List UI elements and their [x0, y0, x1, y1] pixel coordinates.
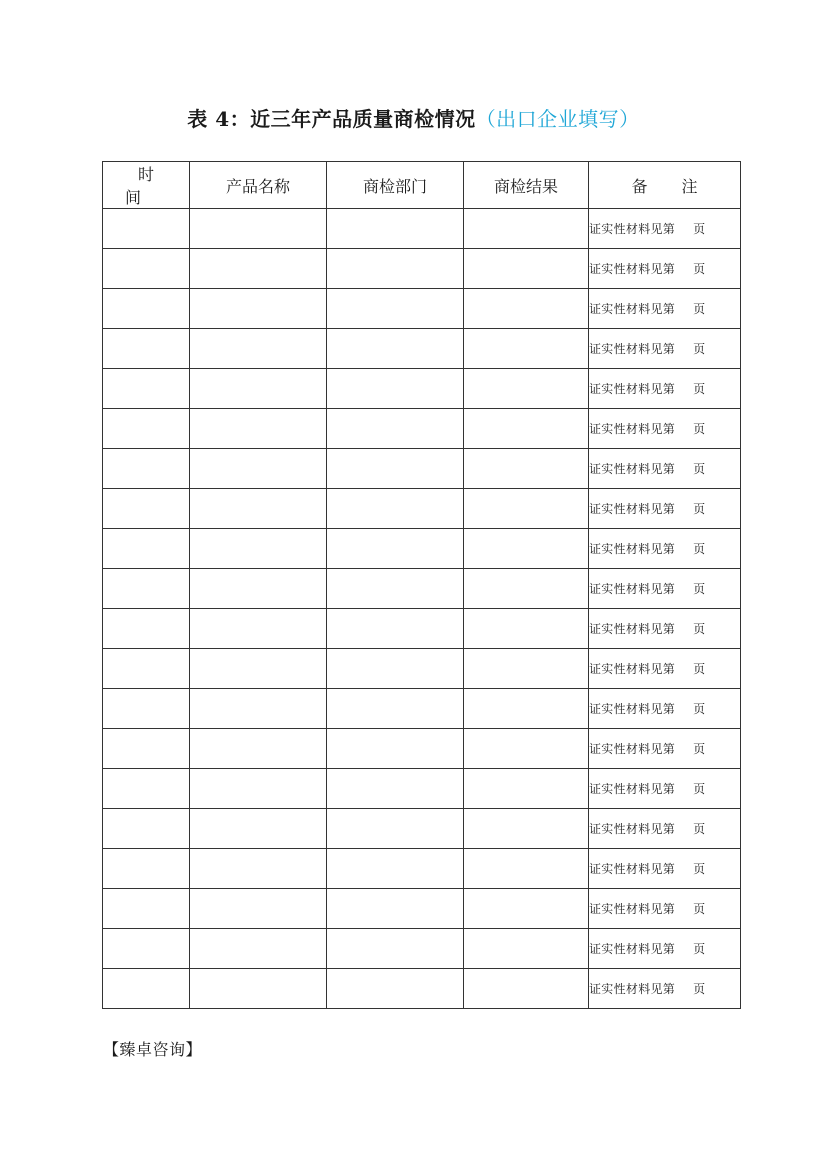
- remarks-label: 证实性材料见第: [589, 702, 676, 716]
- cell-time[interactable]: [103, 609, 190, 649]
- table-row: [103, 689, 741, 729]
- table-row: [103, 649, 741, 689]
- cell-product-name[interactable]: [190, 209, 327, 249]
- table-row: [103, 929, 741, 969]
- cell-inspection-result[interactable]: [464, 769, 589, 809]
- remarks-page-suffix: 页: [693, 342, 706, 356]
- remarks-label: 证实性材料见第: [589, 542, 676, 556]
- remarks-label: 证实性材料见第: [589, 262, 676, 276]
- cell-product-name[interactable]: [190, 809, 327, 849]
- remarks-page-suffix: 页: [693, 462, 706, 476]
- remarks-page-suffix: 页: [693, 382, 706, 396]
- cell-inspection-result[interactable]: [464, 929, 589, 969]
- cell-inspection-result[interactable]: [464, 809, 589, 849]
- cell-time[interactable]: [103, 489, 190, 529]
- cell-product-name[interactable]: [190, 369, 327, 409]
- remarks-page-suffix: 页: [693, 622, 706, 636]
- cell-inspection-dept[interactable]: [327, 489, 464, 529]
- header-inspection-dept: 商检部门: [327, 162, 464, 209]
- cell-time[interactable]: [103, 649, 190, 689]
- table-row: [103, 769, 741, 809]
- remarks-label: 证实性材料见第: [589, 582, 676, 596]
- table-row: [103, 809, 741, 849]
- table-row: [103, 489, 741, 529]
- cell-remarks[interactable]: [589, 609, 741, 649]
- cell-time[interactable]: [103, 889, 190, 929]
- cell-product-name[interactable]: [190, 649, 327, 689]
- cell-time[interactable]: [103, 329, 190, 369]
- remarks-label: 证实性材料见第: [589, 622, 676, 636]
- cell-remarks[interactable]: [589, 409, 741, 449]
- remarks-label: 证实性材料见第: [589, 662, 676, 676]
- cell-time[interactable]: [103, 289, 190, 329]
- remarks-label: 证实性材料见第: [589, 422, 676, 436]
- footer-source: 【臻卓咨询】: [103, 1040, 203, 1059]
- cell-inspection-dept[interactable]: [327, 529, 464, 569]
- cell-remarks[interactable]: [589, 569, 741, 609]
- table-body: [103, 209, 741, 1009]
- remarks-label: 证实性材料见第: [589, 982, 676, 996]
- cell-inspection-result[interactable]: [464, 209, 589, 249]
- cell-product-name[interactable]: [190, 329, 327, 369]
- cell-product-name[interactable]: [190, 689, 327, 729]
- cell-remarks[interactable]: [589, 329, 741, 369]
- remarks-page-suffix: 页: [693, 902, 706, 916]
- cell-inspection-dept[interactable]: [327, 569, 464, 609]
- cell-product-name[interactable]: [190, 929, 327, 969]
- cell-time[interactable]: [103, 929, 190, 969]
- remarks-page-suffix: 页: [693, 782, 706, 796]
- cell-inspection-dept[interactable]: [327, 449, 464, 489]
- cell-inspection-dept[interactable]: [327, 689, 464, 729]
- cell-product-name[interactable]: [190, 449, 327, 489]
- table-row: [103, 849, 741, 889]
- cell-remarks[interactable]: [589, 369, 741, 409]
- cell-inspection-result[interactable]: [464, 649, 589, 689]
- table-row: [103, 289, 741, 329]
- cell-time[interactable]: [103, 769, 190, 809]
- cell-inspection-result[interactable]: [464, 249, 589, 289]
- title-note: （出口企业填写）: [475, 107, 640, 131]
- cell-inspection-result[interactable]: [464, 849, 589, 889]
- cell-time[interactable]: [103, 809, 190, 849]
- table-row: [103, 209, 741, 249]
- cell-time[interactable]: [103, 249, 190, 289]
- table-row: [103, 609, 741, 649]
- cell-time[interactable]: [103, 969, 190, 1009]
- page-title: [0, 103, 827, 132]
- cell-time[interactable]: [103, 689, 190, 729]
- remarks-label: 证实性材料见第: [589, 342, 676, 356]
- cell-remarks[interactable]: [589, 769, 741, 809]
- cell-inspection-dept[interactable]: [327, 209, 464, 249]
- table-row: [103, 449, 741, 489]
- cell-product-name[interactable]: [190, 969, 327, 1009]
- remarks-page-suffix: 页: [693, 862, 706, 876]
- cell-remarks[interactable]: [589, 209, 741, 249]
- table-row: [103, 889, 741, 929]
- cell-product-name[interactable]: [190, 569, 327, 609]
- cell-remarks[interactable]: [589, 649, 741, 689]
- table-row: [103, 529, 741, 569]
- cell-inspection-dept[interactable]: [327, 889, 464, 929]
- cell-product-name[interactable]: [190, 289, 327, 329]
- cell-inspection-result[interactable]: [464, 409, 589, 449]
- inspection-table: [102, 161, 741, 1009]
- header-inspection-result: 商检结果: [464, 162, 589, 209]
- remarks-label: 证实性材料见第: [589, 462, 676, 476]
- table-header-row: [103, 162, 741, 209]
- table-row: [103, 409, 741, 449]
- cell-inspection-result[interactable]: [464, 329, 589, 369]
- remarks-page-suffix: 页: [693, 942, 706, 956]
- cell-product-name[interactable]: [190, 409, 327, 449]
- header-product-name: 产品名称: [190, 162, 327, 209]
- cell-inspection-dept[interactable]: [327, 809, 464, 849]
- cell-inspection-dept[interactable]: [327, 729, 464, 769]
- cell-product-name[interactable]: [190, 849, 327, 889]
- cell-inspection-dept[interactable]: [327, 369, 464, 409]
- cell-remarks[interactable]: [589, 249, 741, 289]
- remarks-page-suffix: 页: [693, 742, 706, 756]
- cell-inspection-result[interactable]: [464, 569, 589, 609]
- cell-inspection-result[interactable]: [464, 969, 589, 1009]
- remarks-page-suffix: 页: [693, 542, 706, 556]
- cell-time[interactable]: [103, 729, 190, 769]
- cell-remarks[interactable]: [589, 289, 741, 329]
- remarks-label: 证实性材料见第: [589, 942, 676, 956]
- cell-inspection-result[interactable]: [464, 689, 589, 729]
- title-main: 表 4：近三年产品质量商检情况: [187, 107, 476, 131]
- cell-remarks[interactable]: [589, 969, 741, 1009]
- remarks-label: 证实性材料见第: [589, 902, 676, 916]
- remarks-page-suffix: 页: [693, 582, 706, 596]
- remarks-label: 证实性材料见第: [589, 862, 676, 876]
- cell-inspection-result[interactable]: [464, 889, 589, 929]
- cell-inspection-dept[interactable]: [327, 969, 464, 1009]
- remarks-label: 证实性材料见第: [589, 502, 676, 516]
- remarks-label: 证实性材料见第: [589, 382, 676, 396]
- cell-inspection-result[interactable]: [464, 289, 589, 329]
- cell-inspection-dept[interactable]: [327, 409, 464, 449]
- remarks-label: 证实性材料见第: [589, 302, 676, 316]
- remarks-page-suffix: 页: [693, 262, 706, 276]
- cell-product-name[interactable]: [190, 729, 327, 769]
- remarks-page-suffix: 页: [693, 422, 706, 436]
- table-row: [103, 329, 741, 369]
- cell-product-name[interactable]: [190, 489, 327, 529]
- cell-remarks[interactable]: [589, 489, 741, 529]
- cell-time[interactable]: [103, 369, 190, 409]
- remarks-page-suffix: 页: [693, 662, 706, 676]
- table-row: [103, 729, 741, 769]
- remarks-page-suffix: 页: [693, 982, 706, 996]
- remarks-label: 证实性材料见第: [589, 742, 676, 756]
- header-time: 时间: [103, 162, 190, 209]
- header-remarks: 备注: [589, 162, 741, 209]
- cell-inspection-result[interactable]: [464, 529, 589, 569]
- cell-inspection-result[interactable]: [464, 369, 589, 409]
- cell-inspection-dept[interactable]: [327, 329, 464, 369]
- cell-time[interactable]: [103, 529, 190, 569]
- cell-time[interactable]: [103, 449, 190, 489]
- cell-inspection-dept[interactable]: [327, 929, 464, 969]
- cell-inspection-dept[interactable]: [327, 289, 464, 329]
- cell-inspection-dept[interactable]: [327, 609, 464, 649]
- remarks-page-suffix: 页: [693, 822, 706, 836]
- cell-remarks[interactable]: [589, 849, 741, 889]
- remarks-page-suffix: 页: [693, 222, 706, 236]
- cell-inspection-result[interactable]: [464, 609, 589, 649]
- cell-product-name[interactable]: [190, 249, 327, 289]
- cell-remarks[interactable]: [589, 809, 741, 849]
- cell-inspection-dept[interactable]: [327, 769, 464, 809]
- table-row: [103, 369, 741, 409]
- cell-inspection-dept[interactable]: [327, 849, 464, 889]
- cell-time[interactable]: [103, 209, 190, 249]
- remarks-label: 证实性材料见第: [589, 822, 676, 836]
- cell-remarks[interactable]: [589, 689, 741, 729]
- table-row: [103, 969, 741, 1009]
- cell-inspection-dept[interactable]: [327, 649, 464, 689]
- cell-product-name[interactable]: [190, 769, 327, 809]
- remarks-page-suffix: 页: [693, 302, 706, 316]
- cell-remarks[interactable]: [589, 889, 741, 929]
- cell-inspection-result[interactable]: [464, 489, 589, 529]
- cell-remarks[interactable]: [589, 449, 741, 489]
- remarks-page-suffix: 页: [693, 502, 706, 516]
- cell-product-name[interactable]: [190, 529, 327, 569]
- cell-time[interactable]: [103, 569, 190, 609]
- table-row: [103, 569, 741, 609]
- cell-remarks[interactable]: [589, 929, 741, 969]
- cell-inspection-dept[interactable]: [327, 249, 464, 289]
- cell-time[interactable]: [103, 409, 190, 449]
- cell-remarks[interactable]: [589, 529, 741, 569]
- remarks-page-suffix: 页: [693, 702, 706, 716]
- cell-inspection-result[interactable]: [464, 729, 589, 769]
- cell-product-name[interactable]: [190, 889, 327, 929]
- cell-time[interactable]: [103, 849, 190, 889]
- cell-inspection-result[interactable]: [464, 449, 589, 489]
- table-row: [103, 249, 741, 289]
- cell-product-name[interactable]: [190, 609, 327, 649]
- remarks-label: 证实性材料见第: [589, 782, 676, 796]
- cell-remarks[interactable]: [589, 729, 741, 769]
- remarks-label: 证实性材料见第: [589, 222, 676, 236]
